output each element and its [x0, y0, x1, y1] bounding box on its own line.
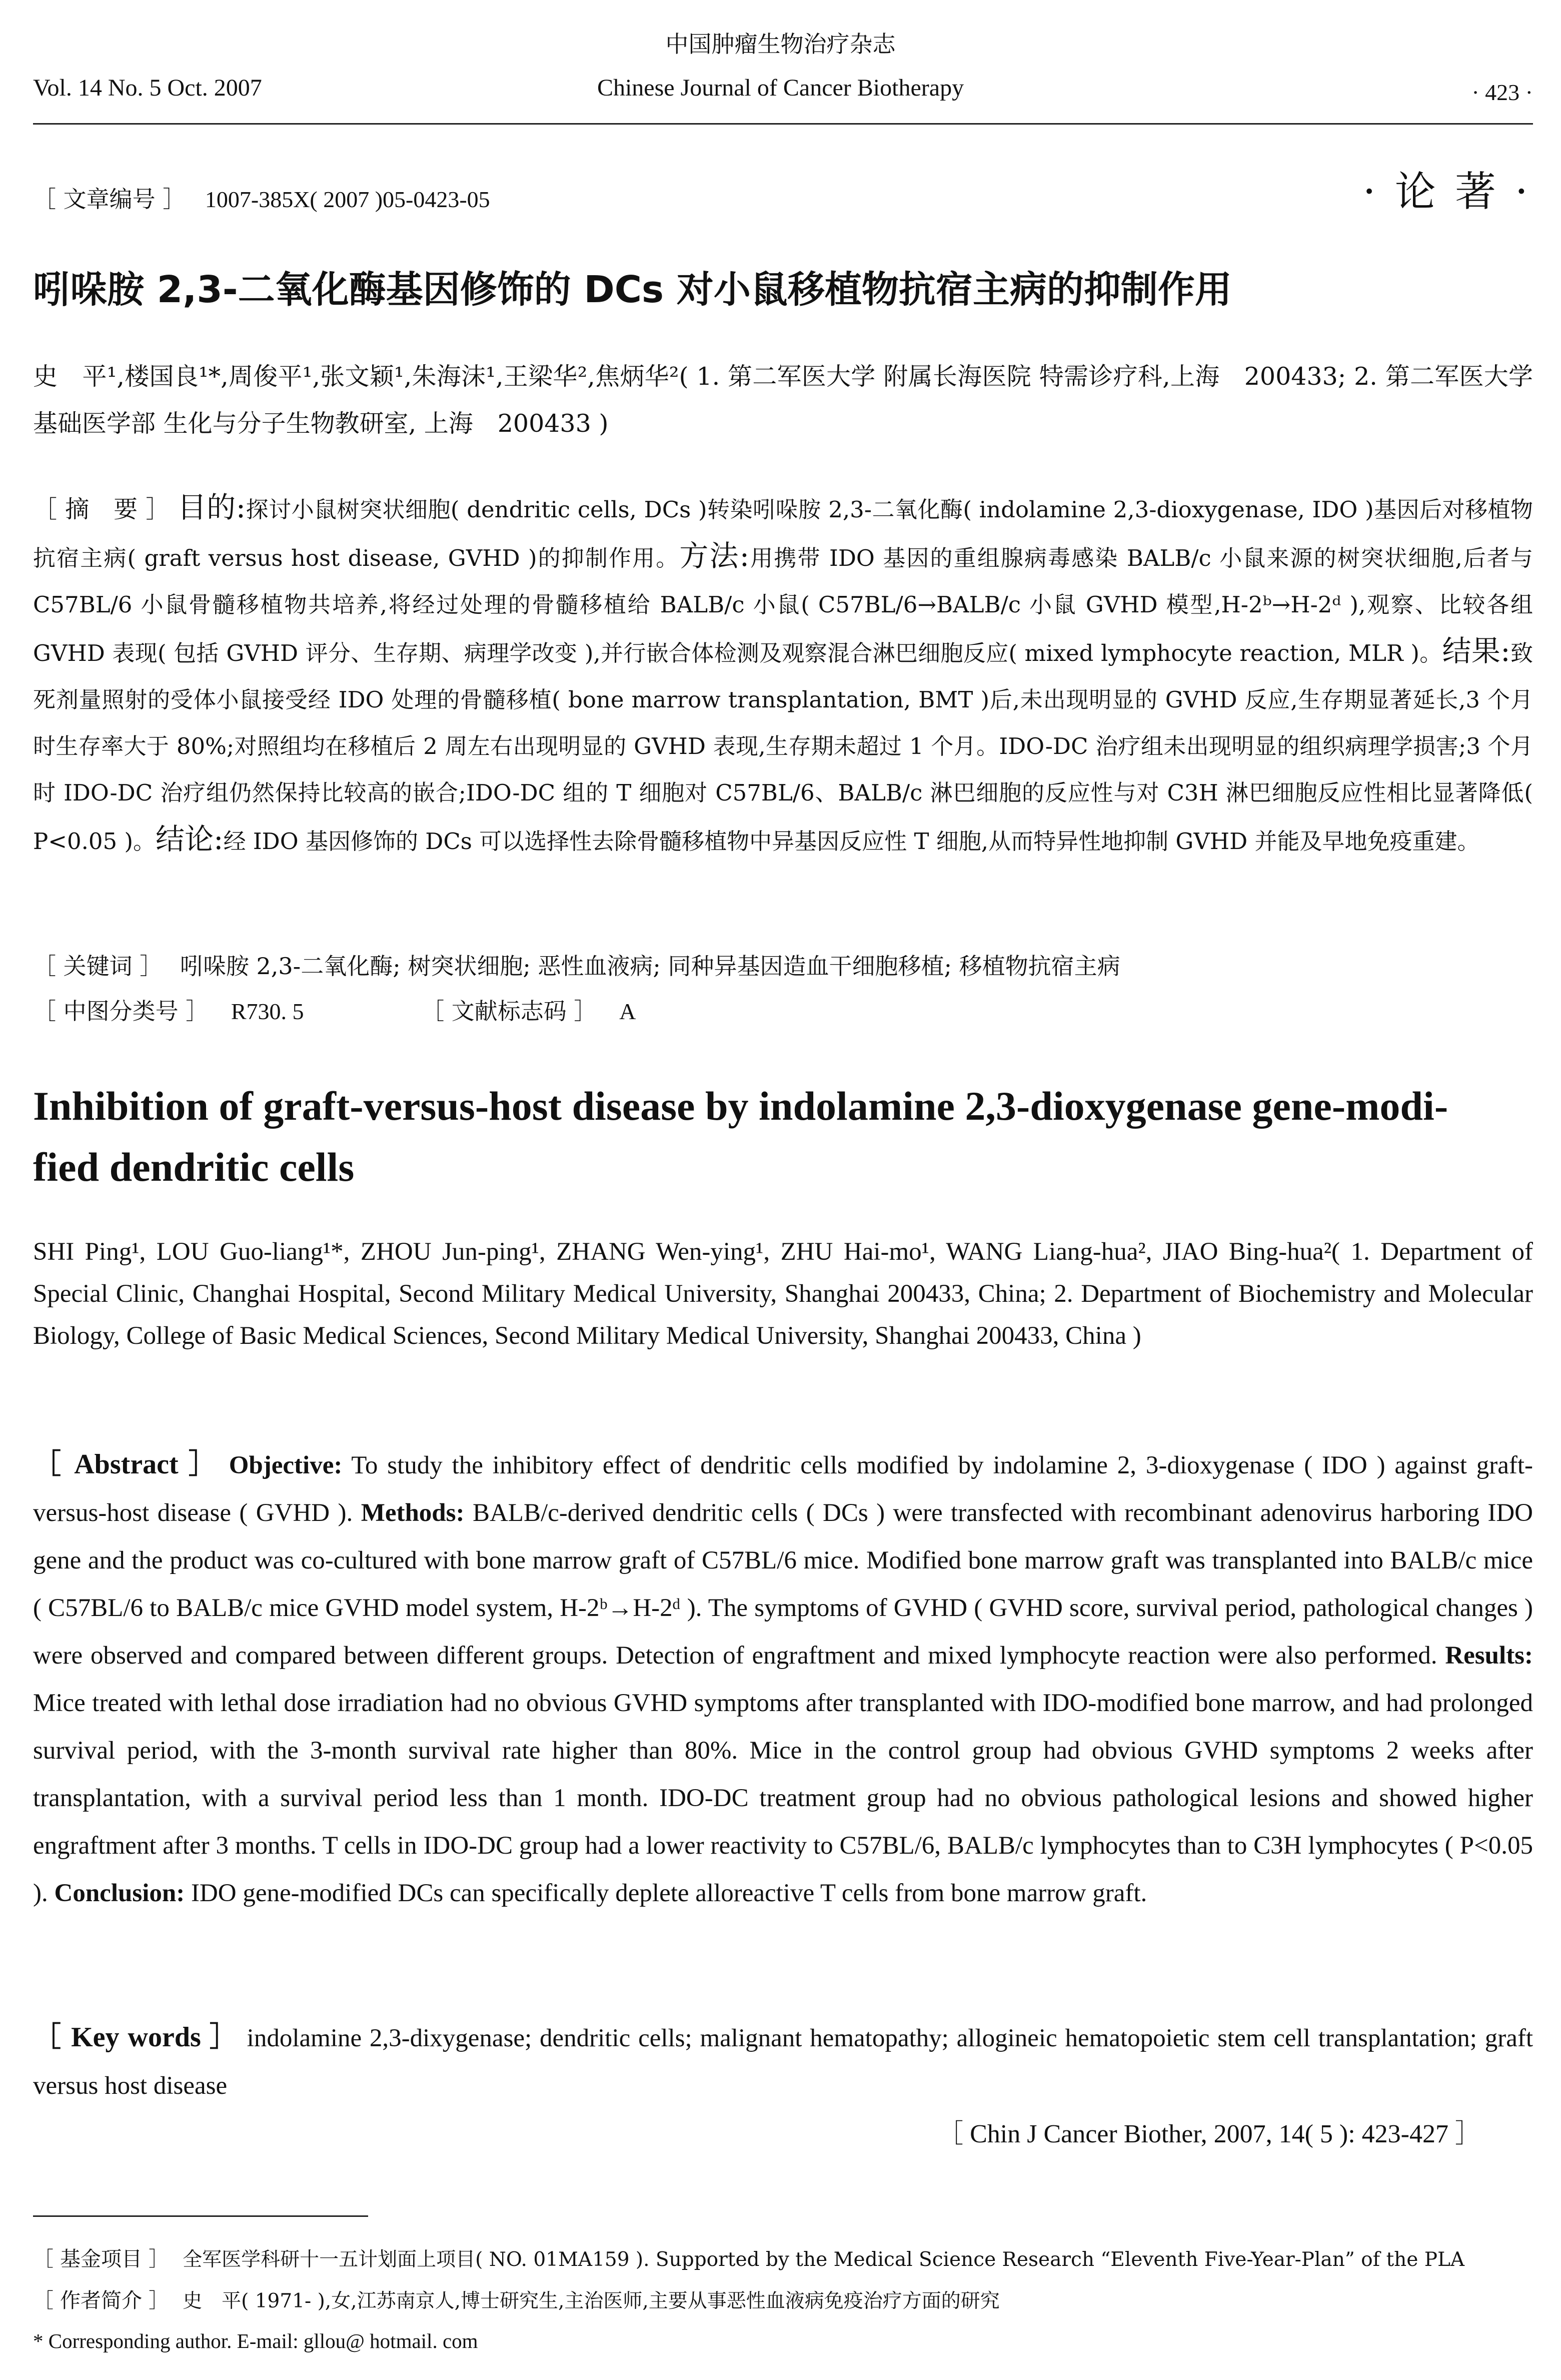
- objective-cn-label: 目的:: [177, 490, 246, 524]
- methods-en-label: Methods:: [361, 1499, 465, 1527]
- abstract-en: [33, 1441, 1533, 1917]
- title-en-line2: fied dendritic cells: [33, 1144, 355, 1190]
- article-number-line: [33, 181, 490, 214]
- abstract-cn: [33, 484, 1533, 865]
- classification-line: [33, 993, 636, 1026]
- footnote-corresponding: * Corresponding author. E-mail: gllou@ hotmail. com: [33, 2329, 478, 2352]
- authors-en: SHI Ping¹, LOU Guo-liang¹*, ZHOU Jun-ping¹, ZHANG Wen-ying¹, ZHU Hai-mo¹, WANG Liang-hua², JIAO Bing-hua²( 1. Department of Special Clinic, Changhai Hospital, Second Military Medical University, Shanghai 200433, China; 2. Department of Biochemistry and Molecular Biology, College of Basic Medical Sciences, Second Military Medical University, Shanghai 200433, China ): [33, 1238, 1533, 1350]
- fund-text: 全军医学科研十一五计划面上项目( NO. 01MA159 ). Supported by the Medical Science Research “Eleventh Five-Year-Plan” of the PLA: [183, 2248, 1465, 2271]
- author-bio-text: 史 平( 1971- ),女,江苏南京人,博士研究生,主治医师,主要从事恶性血液病免疫治疗方面的研究: [183, 2290, 1000, 2312]
- article-number-label: ［ 文章编号 ］: [33, 186, 186, 213]
- methods-cn: 用携带 IDO 基因的重组腺病毒感染 BALB/c 小鼠来源的树突状细胞,后者与 C57BL/6 小鼠骨髓移植物共培养,将经过处理的骨髓移植给 BALB/c 小鼠( C57BL/6→BALB/c 小鼠 GVHD 模型,H-2ᵇ→H-2ᵈ ),观察、比较各组 GVHD 表现( 包括 GVHD 评分、生存期、病理学改变 ),并行嵌合体检测及观察混合淋巴细胞反应( mixed lymphocyte reaction, MLR )。: [33, 545, 1533, 666]
- conclusion-en-label: Conclusion:: [54, 1879, 185, 1907]
- fund-label: ［ 基金项目 ］: [33, 2247, 170, 2271]
- citation: ［ Chin J Cancer Biother, 2007, 14( 5 ): 423-427 ］: [937, 2120, 1481, 2148]
- footnote-fund: [33, 2242, 1464, 2272]
- results-cn-label: 结果:: [1442, 634, 1510, 668]
- section-label: · 论 著 ·: [1362, 168, 1531, 216]
- clc-label: ［ 中图分类号 ］: [33, 998, 209, 1025]
- volume-info: Vol. 14 No. 5 Oct. 2007: [33, 75, 262, 101]
- clc-value: R730. 5: [231, 999, 304, 1024]
- doc-code-value: A: [619, 999, 636, 1024]
- title-en: [33, 1076, 1533, 1198]
- conclusion-cn-label: 结论:: [156, 822, 224, 856]
- footnote-author: [33, 2284, 1000, 2313]
- footnote-rule: [33, 2215, 368, 2217]
- doc-code-label: ［ 文献标志码 ］: [421, 998, 597, 1025]
- keywords-en-text: indolamine 2,3-dixygenase; dendritic cells; malignant hematopathy; allogineic hematopoietic stem cell transplantation; graft versus host disease: [33, 2024, 1533, 2100]
- methods-cn-label: 方法:: [679, 539, 750, 573]
- conclusion-cn: 经 IDO 基因修饰的 DCs 可以选择性去除骨髓移植物中异基因反应性 T 细胞,从而特异性地抑制 GVHD 并能及早地免疫重建。: [223, 828, 1480, 855]
- objective-en-label: Objective:: [229, 1451, 343, 1479]
- objective-en: To study the inhibitory effect of dendritic cells modified by indolamine 2, 3-dioxygenase ( IDO ) against graft-versus-host disease ( GVHD ).: [33, 1451, 1533, 1527]
- keywords-en: [33, 2014, 1533, 2110]
- abstract-en-label: ［ Abstract ］: [33, 1449, 220, 1480]
- results-cn: 致死剂量照射的受体小鼠接受经 IDO 处理的骨髓移植( bone marrow transplantation, BMT )后,未出现明显的 GVHD 反应,生存期显著延长,3 个月时生存率大于 80%;对照组均在移植后 2 周左右出现明显的 GVHD 表现,生存期未超过 1 个月。IDO-DC 治疗组未出现明显的组织病理学损害;3 个月时 IDO-DC 治疗组仍然保持比较高的嵌合;IDO-DC 组的 T 细胞对 C57BL/6、BALB/c 淋巴细胞的反应性与对 C3H 淋巴细胞反应性相比显著降低( P<0.05 )。: [33, 640, 1533, 855]
- journal-title-cn: 中国肿瘤生物治疗杂志: [665, 31, 896, 58]
- keywords-cn-text: 吲哚胺 2,3-二氧化酶; 树突状细胞; 恶性血液病; 同种异基因造血干细胞移植; 移植物抗宿主病: [180, 953, 1120, 980]
- header-rule: [33, 123, 1533, 125]
- title-en-line1: Inhibition of graft-versus-host disease by indolamine 2,3-dioxygenase gene-modi-: [33, 1083, 1448, 1129]
- keywords-cn: [33, 948, 1120, 981]
- methods-en: BALB/c-derived dendritic cells ( DCs ) were transfected with recombinant adenovirus harboring IDO gene and the product was co-cultured with bone marrow graft of C57BL/6 mice. Modified bone marrow graft was transplanted into BALB/c mice ( C57BL/6 to BALB/c mice GVHD model system, H-2ᵇ→H-2ᵈ ). The symptoms of GVHD ( GVHD score, survival period, pathological changes ) were observed and compared between different groups. Detection of engraftment and mixed lymphocyte reaction were also performed.: [33, 1499, 1533, 1670]
- article-number: 1007-385X( 2007 )05-0423-05: [205, 187, 490, 212]
- keywords-cn-label: ［ 关键词 ］: [33, 953, 163, 980]
- results-en: Mice treated with lethal dose irradiation had no obvious GVHD symptoms after transplanted with IDO-modified bone marrow, and had prolonged survival period, with the 3-month survival rate higher than 80%. Mice in the control group had obvious GVHD symptoms 2 weeks after transplantation, with a survival period less than 1 month. IDO-DC treatment group had no obvious pathological lesions and showed higher engraftment after 3 months. T cells in IDO-DC group had a lower reactivity to C57BL/6, BALB/c lymphocytes than to C3H lymphocytes ( P<0.05 ).: [33, 1689, 1533, 1907]
- title-cn: 吲哚胺 2,3-二氧化酶基因修饰的 DCs 对小鼠移植物抗宿主病的抑制作用: [33, 268, 1232, 311]
- journal-title-en: Chinese Journal of Cancer Biotherapy: [597, 75, 964, 101]
- page-number: · 423 ·: [1471, 80, 1533, 105]
- results-en-label: Results:: [1445, 1642, 1533, 1670]
- abstract-cn-label: ［ 摘 要 ］: [33, 495, 170, 523]
- conclusion-en: IDO gene-modified DCs can specifically deplete alloreactive T cells from bone marrow graft.: [191, 1879, 1147, 1907]
- objective-cn: 探讨小鼠树突状细胞( dendritic cells, DCs )转染吲哚胺 2,3-二氧化酶( indolamine 2,3-dioxygenase, IDO )基因后对移植物抗宿主病( graft versus host disease, GVHD )的抑制作用。: [33, 496, 1533, 571]
- authors-cn: 史 平¹,楼国良¹*,周俊平¹,张文颖¹,朱海沫¹,王梁华²,焦炳华²( 1. 第二军医大学 附属长海医院 特需诊疗科,上海 200433; 2. 第二军医大学 基础医学部 生化与分子生物教研室, 上海 200433 ): [33, 362, 1533, 438]
- keywords-en-label: ［ Key words ］: [33, 2022, 239, 2053]
- author-bio-label: ［ 作者简介 ］: [33, 2288, 170, 2312]
